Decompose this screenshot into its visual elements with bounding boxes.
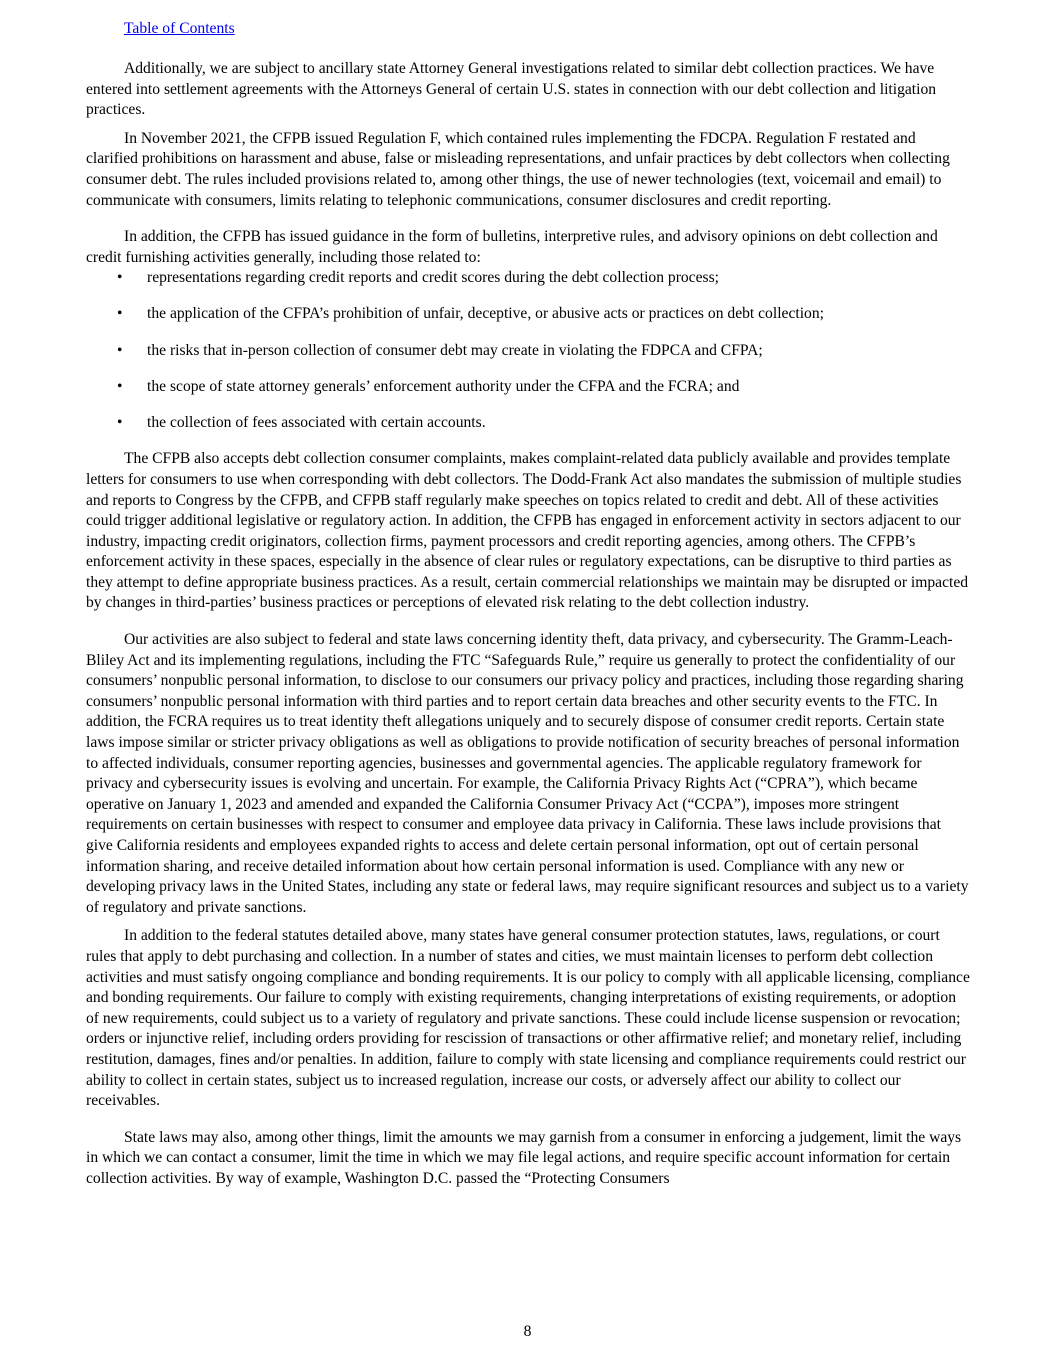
table-of-contents-link[interactable]: Table of Contents bbox=[124, 20, 235, 37]
list-item bbox=[86, 341, 970, 362]
bullet-icon: • bbox=[117, 305, 123, 323]
list-item-text: the collection of fees associated with certain accounts. bbox=[147, 413, 486, 431]
list-item bbox=[86, 413, 970, 434]
list-item bbox=[86, 377, 970, 398]
paragraph-cfpb-complaints: The CFPB also accepts debt collection consumer complaints, makes complaint-related data publicly available and provides template letters for consumers to use when corresponding with debt collectors. The Dodd-Frank Act also mandates the submission of multiple studies and reports to Congress by the CFPB, and CFPB staff regularly make speeches on topics related to credit and debt. All of these activities could trigger additional legislative or regulatory action. In addition, the CFPB has engaged in enforcement activity in sectors adjacent to our industry, impacting credit originators, collection firms, payment processors and credit reporting agencies, among others. The CFPB’s enforcement activity in these spaces, especially in the absence of clear rules or regulatory expectations, can be disruptive to third parties as they attempt to define appropriate business practices. As a result, certain commercial relationships we maintain may be disrupted or impacted by changes in third-parties’ business practices or perceptions of elevated risk relating to the debt collection industry. bbox=[86, 450, 969, 612]
paragraph-privacy-laws: Our activities are also subject to federal and state laws concerning identity theft, data privacy, and cybersecurity. The Gramm-Leach-Bliley Act and its implementing regulations, including the FTC “Safeguards Rule,” require us generally to protect the confidentiality of our consumers’ nonpublic personal information, to disclose to our consumers our privacy policy and practices, including those regarding sharing consumers’ nonpublic personal information with third parties and to report certain data breaches and other security events to the FTC. In addition, the FCRA requires us to treat identity theft allegations uniquely and to securely dispose of consumer credit reports. Certain state laws impose similar or stricter privacy obligations as well as obligations to provide notification of security breaches of personal information to affected individuals, consumer reporting agencies, businesses and governmental agencies. The applicable regulatory framework for privacy and cybersecurity issues is evolving and uncertain. For example, the California Privacy Rights Act (“CPRA”), which became operative on January 1, 2023 and amended and expanded the California Consumer Privacy Act (“CCPA”), imposes more stringent requirements on certain businesses with respect to consumer and employee data privacy in California. These laws include provisions that give California residents and employees expanded rights to access and delete certain personal information, opt out of certain personal information sharing, and receive detailed information about how certain personal information is used. Compliance with any new or developing privacy laws in the United States, including any state or federal laws, may require significant resources and subject us to a variety of regulatory and private sanctions. bbox=[86, 631, 969, 916]
guidance-bullet-list bbox=[86, 268, 970, 433]
bullet-icon: • bbox=[117, 269, 123, 287]
bullet-icon: • bbox=[117, 413, 123, 431]
paragraph-state-limits: State laws may also, among other things, limit the amounts we may garnish from a consumer in enforcing a judgement, limit the ways in which we can contact a consumer, limit the time in which we may file legal actions, and require specific account information for certain collection activities. By way of example, Washington D.C. passed the “Protecting Consumers bbox=[86, 1128, 962, 1187]
list-item-text: the risks that in-person collection of consumer debt may create in violating the FDPCA and CFPA; bbox=[147, 341, 763, 359]
bullet-icon: • bbox=[117, 341, 123, 359]
list-item-text: the scope of state attorney generals’ enforcement authority under the CFPA and the FCRA; and bbox=[147, 377, 740, 395]
paragraph-ag-investigations: Additionally, we are subject to ancillary state Attorney General investigations related to similar debt collection practices. We have entered into settlement agreements with the Attorneys General of certain U.S. states in connection with our debt collection and litigation practices. bbox=[86, 60, 937, 119]
paragraph-cfpb-guidance: In addition, the CFPB has issued guidance in the form of bulletins, interpretive rules, and advisory opinions on debt collection and credit furnishing activities generally, including those related to: bbox=[86, 228, 938, 266]
paragraph-regulation-f: In November 2021, the CFPB issued Regulation F, which contained rules implementing the FDCPA. Regulation F restated and clarified prohibitions on harassment and abuse, false or misleading representations, and unfair practices by debt collectors when collecting consumer debt. The rules included provisions related to, among other things, the use of newer technologies (text, voicemail and email) to communicate with consumers, limits relating to telephonic communications, consumer disclosures and credit reporting. bbox=[86, 129, 950, 209]
list-item-text: representations regarding credit reports and credit scores during the debt collection process; bbox=[147, 269, 719, 287]
page-number: 8 bbox=[523, 1323, 532, 1340]
paragraph-state-statutes: In addition to the federal statutes detailed above, many states have general consumer protection statutes, laws, regulations, or court rules that apply to debt purchasing and collection. In a number of states and cities, we must maintain licenses to perform debt collection activities and must satisfy ongoing compliance and bonding requirements. It is our policy to comply with all applicable licensing, compliance and bonding requirements. Our failure to comply with existing requirements, changing interpretations of existing requirements, or adoption of new requirements, could subject us to a variety of regulatory and private sanctions. These could include license suspension or revocation; orders or injunctive relief, including orders providing for rescission of transactions or other affirmative relief; and monetary relief, including restitution, damages, fines and/or penalties. In addition, failure to comply with state licensing and compliance requirements could restrict our ability to collect in certain states, subject us to increased regulation, increase our costs, or adversely affect our ability to collect our receivables. bbox=[86, 927, 970, 1110]
bullet-icon: • bbox=[117, 377, 123, 395]
list-item bbox=[86, 304, 970, 325]
list-item-text: the application of the CFPA’s prohibition of unfair, deceptive, or abusive acts or practices on debt collection; bbox=[147, 305, 824, 323]
list-item bbox=[86, 268, 970, 289]
document-page bbox=[86, 18, 970, 1190]
